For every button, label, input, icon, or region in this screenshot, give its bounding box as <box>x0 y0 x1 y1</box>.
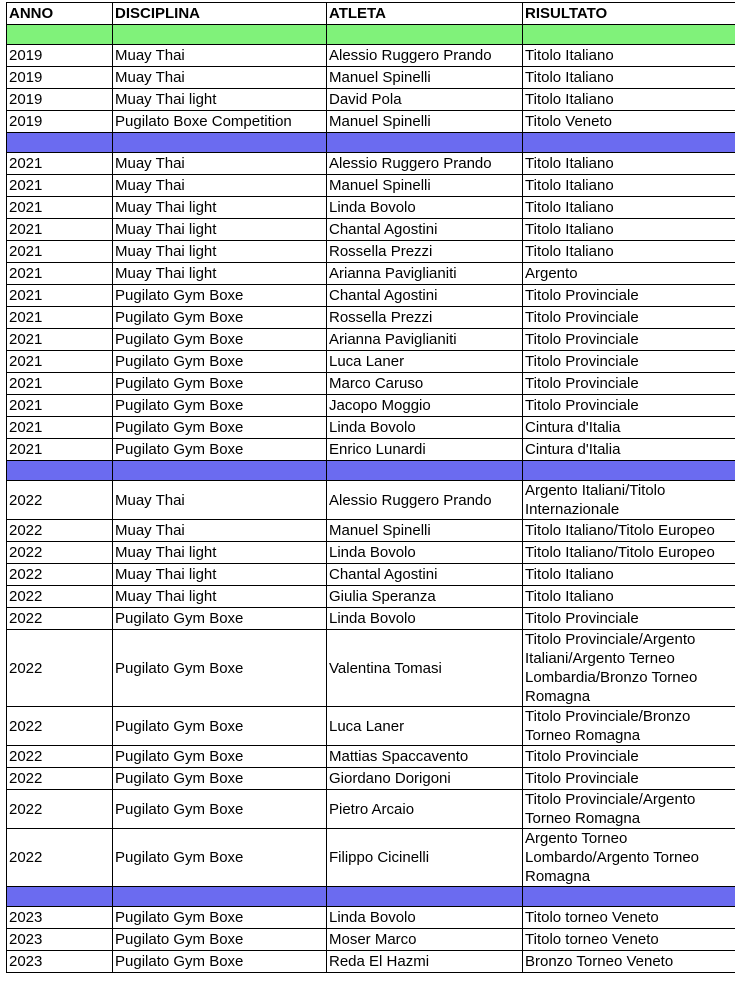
cell-disciplina: Muay Thai <box>113 481 327 520</box>
cell-risultato: Argento <box>523 263 735 285</box>
cell-atleta: Luca Laner <box>327 351 523 373</box>
table-row <box>7 829 735 887</box>
cell-atleta: Arianna Paviglianiti <box>327 329 523 351</box>
cell-atleta: Arianna Paviglianiti <box>327 263 523 285</box>
cell-disciplina: Muay Thai light <box>113 197 327 219</box>
header-risultato: RISULTATO <box>523 3 735 25</box>
year-separator-row <box>7 133 735 153</box>
separator-cell <box>523 133 735 153</box>
cell-risultato: Cintura d'Italia <box>523 417 735 439</box>
cell-risultato: Titolo Provinciale <box>523 746 735 768</box>
cell-anno: 2021 <box>7 351 113 373</box>
year-separator-row <box>7 887 735 907</box>
cell-atleta: Linda Bovolo <box>327 197 523 219</box>
separator-cell <box>327 133 523 153</box>
table-row <box>7 929 735 951</box>
cell-disciplina: Pugilato Gym Boxe <box>113 630 327 707</box>
table-row <box>7 951 735 973</box>
cell-risultato: Titolo Italiano <box>523 45 735 67</box>
cell-risultato: Argento Torneo Lombardo/Argento Torneo Romagna <box>523 829 735 887</box>
cell-anno: 2022 <box>7 586 113 608</box>
table-row <box>7 45 735 67</box>
separator-cell <box>7 25 113 45</box>
cell-anno: 2021 <box>7 241 113 263</box>
results-table <box>6 2 735 973</box>
cell-atleta: Moser Marco <box>327 929 523 951</box>
cell-risultato: Titolo Italiano <box>523 241 735 263</box>
cell-anno: 2021 <box>7 153 113 175</box>
header-atleta: ATLETA <box>327 3 523 25</box>
cell-atleta: Rossella Prezzi <box>327 307 523 329</box>
cell-disciplina: Pugilato Gym Boxe <box>113 307 327 329</box>
cell-anno: 2021 <box>7 175 113 197</box>
cell-atleta: Chantal Agostini <box>327 564 523 586</box>
cell-atleta: Manuel Spinelli <box>327 67 523 89</box>
table-row <box>7 768 735 790</box>
cell-risultato: Titolo Italiano <box>523 197 735 219</box>
separator-cell <box>7 887 113 907</box>
cell-disciplina: Muay Thai <box>113 153 327 175</box>
cell-risultato: Argento Italiani/Titolo Internazionale <box>523 481 735 520</box>
cell-risultato: Titolo Provinciale <box>523 351 735 373</box>
separator-cell <box>113 461 327 481</box>
table-row <box>7 197 735 219</box>
cell-anno: 2021 <box>7 219 113 241</box>
cell-disciplina: Muay Thai light <box>113 263 327 285</box>
cell-disciplina: Pugilato Gym Boxe <box>113 951 327 973</box>
cell-disciplina: Muay Thai <box>113 175 327 197</box>
cell-atleta: Marco Caruso <box>327 373 523 395</box>
cell-anno: 2019 <box>7 67 113 89</box>
table-row <box>7 219 735 241</box>
cell-anno: 2021 <box>7 417 113 439</box>
cell-risultato: Titolo Provinciale <box>523 373 735 395</box>
cell-anno: 2019 <box>7 45 113 67</box>
table-row <box>7 439 735 461</box>
cell-risultato: Titolo Veneto <box>523 111 735 133</box>
cell-anno: 2023 <box>7 929 113 951</box>
cell-atleta: David Pola <box>327 89 523 111</box>
table-row <box>7 746 735 768</box>
header-disciplina: DISCIPLINA <box>113 3 327 25</box>
cell-atleta: Manuel Spinelli <box>327 520 523 542</box>
cell-atleta: Pietro Arcaio <box>327 790 523 829</box>
cell-risultato: Titolo Italiano <box>523 175 735 197</box>
cell-anno: 2022 <box>7 520 113 542</box>
cell-disciplina: Pugilato Gym Boxe <box>113 395 327 417</box>
cell-disciplina: Muay Thai light <box>113 241 327 263</box>
cell-risultato: Titolo Provinciale <box>523 307 735 329</box>
cell-atleta: Chantal Agostini <box>327 219 523 241</box>
table-row <box>7 307 735 329</box>
cell-atleta: Alessio Ruggero Prando <box>327 153 523 175</box>
cell-risultato: Titolo Italiano <box>523 67 735 89</box>
separator-cell <box>327 25 523 45</box>
table-row <box>7 564 735 586</box>
table-row <box>7 285 735 307</box>
cell-risultato: Titolo Provinciale <box>523 285 735 307</box>
cell-anno: 2022 <box>7 707 113 746</box>
cell-disciplina: Pugilato Gym Boxe <box>113 907 327 929</box>
cell-atleta: Manuel Spinelli <box>327 111 523 133</box>
cell-anno: 2019 <box>7 89 113 111</box>
separator-cell <box>523 887 735 907</box>
cell-disciplina: Pugilato Gym Boxe <box>113 707 327 746</box>
cell-atleta: Enrico Lunardi <box>327 439 523 461</box>
table-row <box>7 351 735 373</box>
table-row <box>7 907 735 929</box>
cell-anno: 2021 <box>7 307 113 329</box>
cell-anno: 2022 <box>7 564 113 586</box>
table-row <box>7 153 735 175</box>
cell-atleta: Reda El Hazmi <box>327 951 523 973</box>
table-row <box>7 263 735 285</box>
cell-anno: 2023 <box>7 951 113 973</box>
cell-risultato: Titolo Provinciale/Bronzo Torneo Romagna <box>523 707 735 746</box>
cell-anno: 2021 <box>7 395 113 417</box>
separator-cell <box>327 461 523 481</box>
cell-disciplina: Pugilato Boxe Competition <box>113 111 327 133</box>
cell-atleta: Jacopo Moggio <box>327 395 523 417</box>
cell-risultato: Titolo Italiano <box>523 564 735 586</box>
table-row <box>7 175 735 197</box>
cell-anno: 2021 <box>7 329 113 351</box>
cell-anno: 2021 <box>7 285 113 307</box>
cell-atleta: Linda Bovolo <box>327 417 523 439</box>
cell-disciplina: Muay Thai <box>113 67 327 89</box>
cell-disciplina: Muay Thai light <box>113 564 327 586</box>
cell-risultato: Titolo Provinciale <box>523 329 735 351</box>
separator-cell <box>113 25 327 45</box>
cell-risultato: Titolo Italiano/Titolo Europeo <box>523 542 735 564</box>
cell-anno: 2022 <box>7 481 113 520</box>
cell-disciplina: Muay Thai <box>113 45 327 67</box>
table-row <box>7 707 735 746</box>
table-row <box>7 89 735 111</box>
cell-risultato: Cintura d'Italia <box>523 439 735 461</box>
cell-risultato: Titolo Italiano <box>523 219 735 241</box>
cell-anno: 2021 <box>7 197 113 219</box>
table-row <box>7 111 735 133</box>
separator-cell <box>113 133 327 153</box>
cell-atleta: Luca Laner <box>327 707 523 746</box>
cell-disciplina: Muay Thai light <box>113 89 327 111</box>
separator-cell <box>327 887 523 907</box>
cell-atleta: Linda Bovolo <box>327 907 523 929</box>
table-row <box>7 417 735 439</box>
cell-atleta: Mattias Spaccavento <box>327 746 523 768</box>
table-row <box>7 520 735 542</box>
cell-disciplina: Pugilato Gym Boxe <box>113 439 327 461</box>
cell-anno: 2022 <box>7 542 113 564</box>
cell-disciplina: Muay Thai <box>113 520 327 542</box>
separator-cell <box>7 133 113 153</box>
cell-disciplina: Pugilato Gym Boxe <box>113 746 327 768</box>
cell-atleta: Linda Bovolo <box>327 542 523 564</box>
table-body <box>7 25 735 973</box>
separator-cell <box>523 461 735 481</box>
table-row <box>7 542 735 564</box>
cell-risultato: Titolo Italiano <box>523 586 735 608</box>
cell-anno: 2021 <box>7 263 113 285</box>
cell-risultato: Titolo Italiano <box>523 153 735 175</box>
table-row <box>7 790 735 829</box>
table-row <box>7 329 735 351</box>
table-row <box>7 373 735 395</box>
cell-risultato: Titolo Italiano/Titolo Europeo <box>523 520 735 542</box>
cell-disciplina: Pugilato Gym Boxe <box>113 351 327 373</box>
cell-risultato: Titolo Provinciale <box>523 608 735 630</box>
year-separator-row <box>7 461 735 481</box>
table-row <box>7 395 735 417</box>
cell-disciplina: Pugilato Gym Boxe <box>113 929 327 951</box>
table-row <box>7 586 735 608</box>
cell-anno: 2022 <box>7 768 113 790</box>
cell-atleta: Alessio Ruggero Prando <box>327 481 523 520</box>
cell-disciplina: Muay Thai light <box>113 542 327 564</box>
header-anno: ANNO <box>7 3 113 25</box>
cell-anno: 2022 <box>7 790 113 829</box>
cell-anno: 2022 <box>7 608 113 630</box>
cell-risultato: Titolo Provinciale <box>523 395 735 417</box>
cell-atleta: Rossella Prezzi <box>327 241 523 263</box>
cell-risultato: Titolo torneo Veneto <box>523 907 735 929</box>
cell-risultato: Titolo Provinciale <box>523 768 735 790</box>
cell-anno: 2021 <box>7 439 113 461</box>
table-row <box>7 630 735 707</box>
separator-cell <box>7 461 113 481</box>
cell-atleta: Alessio Ruggero Prando <box>327 45 523 67</box>
cell-atleta: Manuel Spinelli <box>327 175 523 197</box>
table-row <box>7 481 735 520</box>
cell-disciplina: Pugilato Gym Boxe <box>113 285 327 307</box>
separator-cell <box>523 25 735 45</box>
cell-risultato: Titolo Italiano <box>523 89 735 111</box>
cell-atleta: Filippo Cicinelli <box>327 829 523 887</box>
cell-disciplina: Pugilato Gym Boxe <box>113 829 327 887</box>
cell-risultato: Titolo Provinciale/Argento Torneo Romagna <box>523 790 735 829</box>
cell-atleta: Giordano Dorigoni <box>327 768 523 790</box>
cell-atleta: Chantal Agostini <box>327 285 523 307</box>
cell-disciplina: Pugilato Gym Boxe <box>113 417 327 439</box>
cell-disciplina: Muay Thai light <box>113 219 327 241</box>
separator-cell <box>113 887 327 907</box>
cell-atleta: Valentina Tomasi <box>327 630 523 707</box>
cell-risultato: Titolo torneo Veneto <box>523 929 735 951</box>
header-row <box>7 3 735 25</box>
table-row <box>7 241 735 263</box>
cell-risultato: Bronzo Torneo Veneto <box>523 951 735 973</box>
cell-atleta: Linda Bovolo <box>327 608 523 630</box>
cell-anno: 2021 <box>7 373 113 395</box>
cell-disciplina: Pugilato Gym Boxe <box>113 329 327 351</box>
cell-anno: 2022 <box>7 630 113 707</box>
cell-anno: 2022 <box>7 829 113 887</box>
cell-disciplina: Pugilato Gym Boxe <box>113 373 327 395</box>
cell-risultato: Titolo Provinciale/Argento Italiani/Argento Terneo Lombardia/Bronzo Torneo Romagna <box>523 630 735 707</box>
year-separator-row <box>7 25 735 45</box>
cell-anno: 2022 <box>7 746 113 768</box>
table-row <box>7 67 735 89</box>
cell-disciplina: Muay Thai light <box>113 586 327 608</box>
cell-atleta: Giulia Speranza <box>327 586 523 608</box>
cell-anno: 2023 <box>7 907 113 929</box>
table-row <box>7 608 735 630</box>
cell-anno: 2019 <box>7 111 113 133</box>
cell-disciplina: Pugilato Gym Boxe <box>113 608 327 630</box>
cell-disciplina: Pugilato Gym Boxe <box>113 768 327 790</box>
cell-disciplina: Pugilato Gym Boxe <box>113 790 327 829</box>
